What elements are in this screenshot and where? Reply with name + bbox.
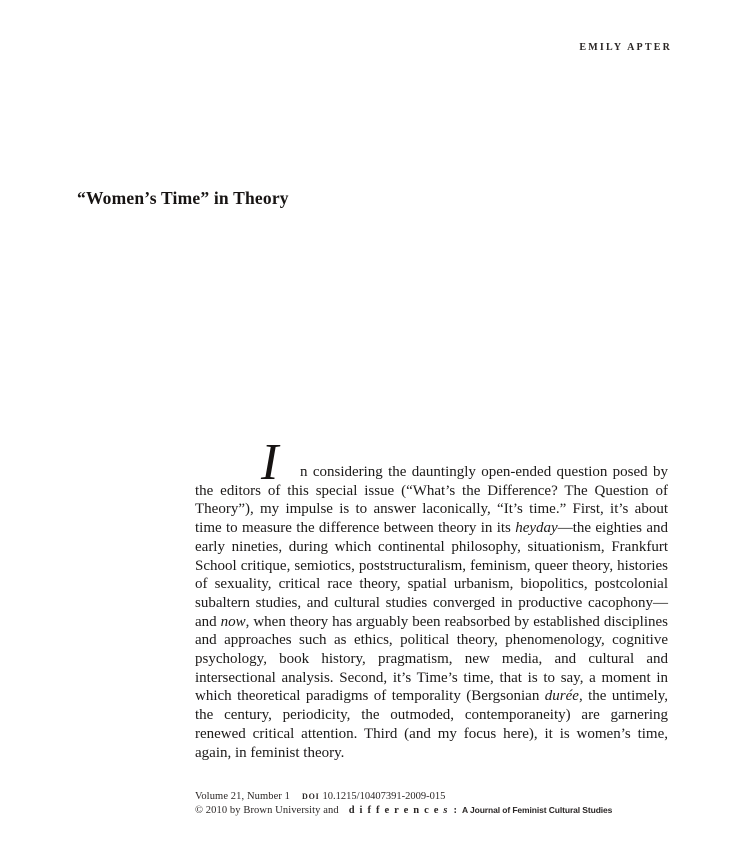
body-block xyxy=(195,434,668,762)
paragraph-segment: heyday xyxy=(515,520,558,537)
paragraph-segment: , the untimely, the century, periodicity, the outmoded, contemporaneity) are garnering renewed critical attention. Third (and my focus here), it is women’s time, again, in feminist theory. xyxy=(195,688,668,761)
journal-colon: : xyxy=(453,805,457,816)
doi-value: 10.1215/10407391-2009-015 xyxy=(322,791,446,802)
body-paragraph xyxy=(195,463,668,762)
paragraph-segment: durée xyxy=(544,688,579,705)
drop-cap-initial: I xyxy=(261,434,279,491)
journal-name-final-s: s xyxy=(443,805,453,816)
article-title: “Women’s Time” in Theory xyxy=(77,187,289,208)
journal-name-letters: difference xyxy=(348,805,444,816)
footer-line-copyright xyxy=(195,805,668,816)
copyright-text: © 2010 by Brown University and xyxy=(195,805,339,816)
volume-info: Volume 21, Number 1 xyxy=(195,791,291,802)
paragraph-segment: —the eighties and early nineties, during which continental philosophy, situationism, Frankfurt School critique, semiotics, poststructuralism, feminism, queer theory, histories of sexuality, critical race theory, spatial urbanism, biopolitics, postcolonial subaltern studies, and cultural studies converged in productive cacophony—and xyxy=(195,520,668,630)
journal-tagline: A Journal of Feminist Cultural Studies xyxy=(461,805,613,815)
paragraph-segment: n considering the dauntingly open-ended question posed by the editors of this special issue (“What’s the Difference? The Question of Theory”), my impulse is to answer laconically, “It’s time.” First, it’s about time to measure the difference between theory in its xyxy=(195,464,668,537)
journal-name xyxy=(349,805,453,816)
paragraph-segment: now xyxy=(220,613,246,630)
author-header: EMILY APTER xyxy=(579,42,672,53)
doi-label: DOI xyxy=(302,792,320,801)
paragraph-segment: , when theory has arguably been reabsorbed by established disciplines and approaches such as ethics, political theory, phenomenology, cognitive psychology, book history, pragmatism, new media, and cultural and intersectional analysis. Second, it’s Time’s time, that is to say, a moment in which theoretical paradigms of temporality (Bergsonian xyxy=(195,613,668,705)
footer xyxy=(195,791,668,819)
footer-line-volume xyxy=(195,791,668,802)
